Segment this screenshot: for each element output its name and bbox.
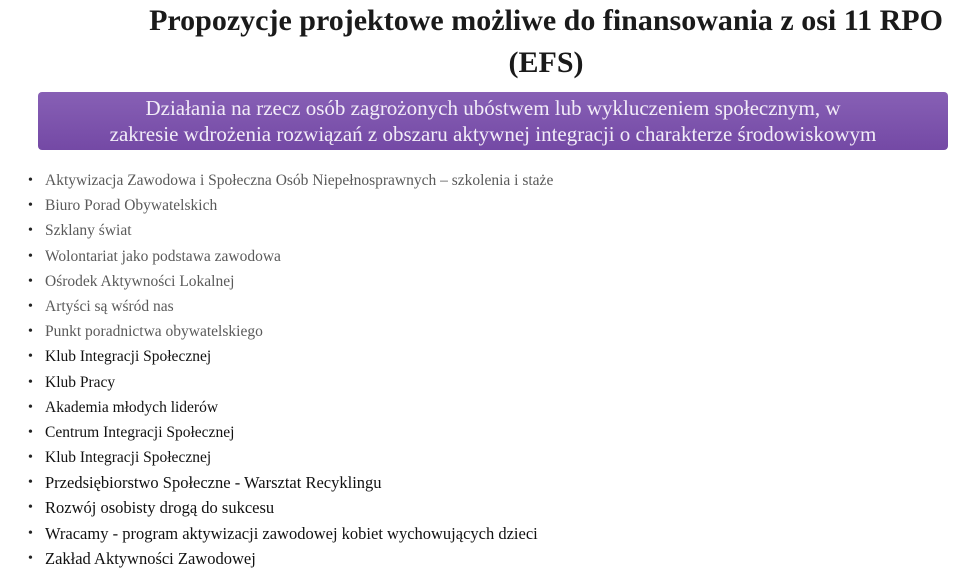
- list-item: [28, 294, 948, 319]
- list-item-text: Przedsiębiorstwo Społeczne - Warsztat Recyklingu: [45, 473, 382, 493]
- page-title: [0, 0, 960, 84]
- list-item: [28, 168, 948, 193]
- section-banner: [38, 92, 948, 150]
- bullet-icon: •: [28, 450, 33, 466]
- list-item-text: Rozwój osobisty drogą do sukcesu: [45, 498, 275, 518]
- list-item-text: Akademia młodych liderów: [45, 398, 219, 416]
- bullet-icon: •: [28, 349, 33, 365]
- bullet-icon: •: [28, 298, 33, 314]
- bullet-icon: •: [28, 475, 33, 491]
- list-item: [28, 521, 948, 546]
- bullet-icon: •: [28, 500, 33, 516]
- bullet-icon: •: [28, 324, 33, 340]
- list-item: [28, 218, 948, 243]
- list-item-text: Klub Integracji Społecznej: [45, 449, 212, 467]
- bullet-icon: •: [28, 424, 33, 440]
- banner-line-1: Działania na rzecz osób zagrożonych ubóstwem lub wykluczeniem społecznym, w: [145, 96, 841, 120]
- bullet-icon: •: [28, 173, 33, 188]
- list-item-text: Zakład Aktywności Zawodowej: [45, 548, 256, 568]
- list-item: [28, 244, 948, 269]
- list-item: [28, 269, 948, 294]
- page-title-line-2: (EFS): [508, 46, 584, 79]
- list-item-text: Centrum Integracji Społecznej: [45, 423, 235, 441]
- list-item-text: Klub Pracy: [45, 373, 116, 391]
- list-item: [28, 420, 948, 445]
- list-item-text: Wolontariat jako podstawa zawodowa: [45, 247, 281, 265]
- bullet-icon: •: [28, 399, 33, 415]
- banner-line-2: zakresie wdrożenia rozwiązań z obszaru aktywnej integracji o charakterze środowiskowym: [109, 122, 877, 146]
- list-item: [28, 193, 948, 218]
- list-item-text: Klub Integracji Społecznej: [45, 348, 212, 366]
- bullet-icon: •: [28, 525, 33, 541]
- list-item: [28, 445, 948, 470]
- list-item-text: Artyści są wśród nas: [45, 297, 174, 315]
- bullet-icon: •: [28, 550, 33, 566]
- list-item-text: Aktywizacja Zawodowa i Społeczna Osób Niepełnosprawnych – szkolenia i staże: [45, 172, 554, 189]
- list-item-text: Szklany świat: [45, 222, 132, 240]
- bullet-icon: •: [28, 273, 33, 289]
- list-item-text: Punkt poradnictwa obywatelskiego: [45, 323, 263, 341]
- list-item: [28, 344, 948, 369]
- bullet-icon: •: [28, 198, 33, 214]
- list-item: [28, 319, 948, 344]
- list-item-text: Ośrodek Aktywności Lokalnej: [45, 272, 235, 290]
- page-title-line-1: Propozycje projektowe możliwe do finansowania z osi 11 RPO: [149, 4, 943, 37]
- bullet-icon: •: [28, 248, 33, 264]
- list-item-text: Biuro Porad Obywatelskich: [45, 197, 218, 215]
- list-item-text: Wracamy - program aktywizacji zawodowej kobiet wychowujących dzieci: [45, 523, 538, 543]
- list-item: [28, 395, 948, 420]
- banner-text: [38, 95, 948, 147]
- list-item: [28, 370, 948, 395]
- project-list: [28, 168, 948, 571]
- bullet-icon: •: [28, 374, 33, 390]
- bullet-icon: •: [28, 223, 33, 239]
- list-item: [28, 495, 948, 520]
- list-item: [28, 546, 948, 571]
- list-item: [28, 470, 948, 495]
